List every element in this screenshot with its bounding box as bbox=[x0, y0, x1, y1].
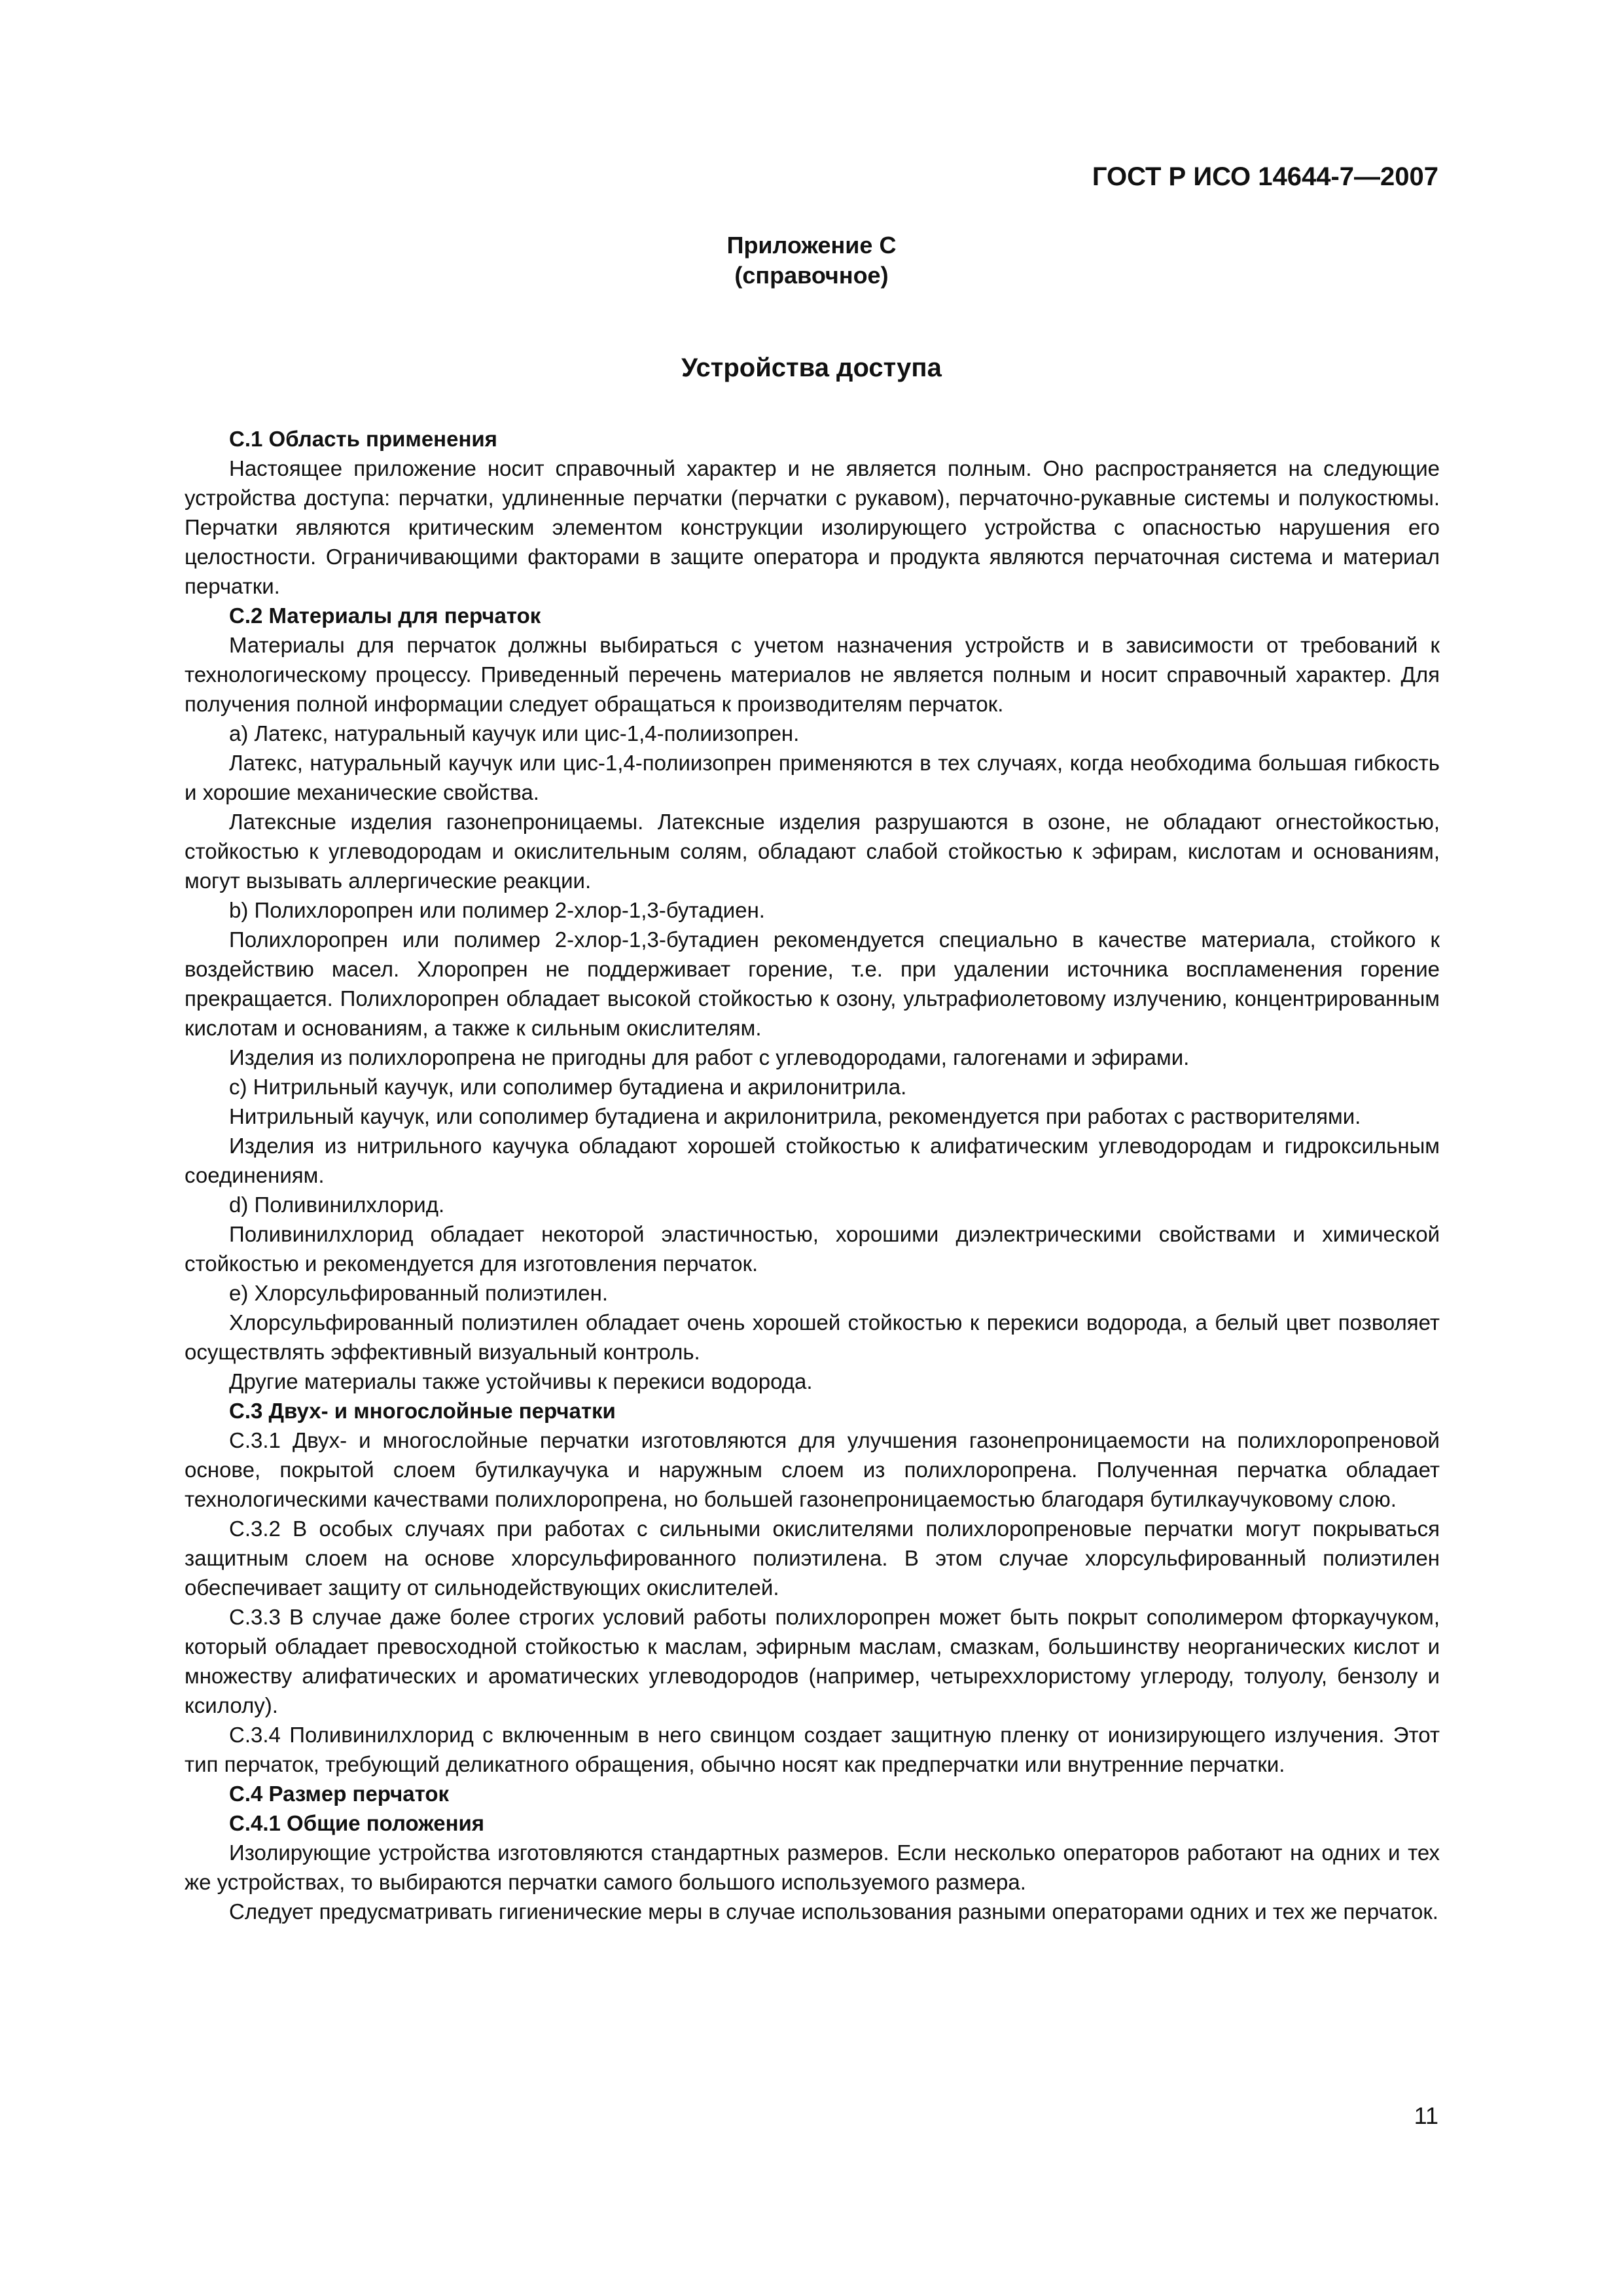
paragraph: Изолирующие устройства изготовляются стандартных размеров. Если несколько операторов работают на одних и тех же устройствах, то выбираются перчатки самого большого используемого размера. bbox=[185, 1840, 1440, 1894]
section-heading: С.1 Область применения bbox=[229, 427, 497, 451]
page-title: Устройства доступа bbox=[681, 353, 942, 382]
paragraph: c) Нитрильный каучук, или сополимер бутадиена и акрилонитрила. bbox=[229, 1075, 907, 1099]
paragraph: Материалы для перчаток должны выбираться с учетом назначения устройств и в зависимости от требований к технологическому процессу. Приведенный перечень материалов не является полным и носит справочный характер. Для получения полной информации следует обращаться к производителям перчаток. bbox=[185, 633, 1440, 716]
section-heading: С.3 Двух- и многослойные перчатки bbox=[229, 1399, 616, 1423]
section-heading: С.4 Размер перчаток bbox=[229, 1782, 450, 1806]
paragraph: Следует предусматривать гигиенические меры в случае использования разными операторами одних и тех же перчаток. bbox=[229, 1899, 1438, 1924]
appendix-label: Приложение С bbox=[726, 232, 897, 259]
paragraph: С.3.1 Двух- и многослойные перчатки изготовляются для улучшения газонепроницаемости на полихлоропреновой основе, покрытой слоем бутилкаучука и наружным слоем из полихлоропрена. Полученная перчатка обладает технологическими качествами полихлоропрена, но большей газонепроницаемостью благодаря бутилкаучуковому слою. bbox=[185, 1428, 1440, 1511]
paragraph: С.3.2 В особых случаях при работах с сильными окислителями полихлоропреновые перчатки могут покрываться защитным слоем на основе хлорсульфированного полиэтилена. В этом случае хлорсульфированный полиэтилен обеспечивает защиту от сильнодействующих окислителей. bbox=[185, 1516, 1440, 1600]
paragraph: Другие материалы также устойчивы к перекиси водорода. bbox=[229, 1369, 813, 1393]
paragraph: Латексные изделия газонепроницаемы. Латексные изделия разрушаются в озоне, не обладают огнестойкостью, стойкостью к углеводородам и окислительным солям, обладают слабой стойкостью к эфирам, кислотам и основаниям, могут вызывать аллергические реакции. bbox=[185, 810, 1440, 893]
paragraph: Изделия из полихлоропрена не пригодны для работ с углеводородами, галогенами и эфирами. bbox=[229, 1045, 1190, 1069]
paragraph: Хлорсульфированный полиэтилен обладает очень хорошей стойкостью к перекиси водорода, а белый цвет позволяет осуществлять эффективный визуальный контроль. bbox=[185, 1310, 1440, 1364]
paragraph: Полихлоропрен или полимер 2-хлор-1,3-бутадиен рекомендуется специально в качестве материала, стойкого к воздействию масел. Хлоропрен не поддерживает горение, т.е. при удалении источника воспламенения горение прекращается. Полихлоропрен обладает высокой стойкостью к озону, ультрафиолетовому излучению, концентрированным кислотам и основаниям, а также к сильным окислителям. bbox=[185, 927, 1440, 1040]
paragraph: a) Латекс, натуральный каучук или цис-1,4-полиизопрен. bbox=[229, 721, 800, 745]
paragraph: Настоящее приложение носит справочный характер и не является полным. Оно распространяется на следующие устройства доступа: перчатки, удлиненные перчатки (перчатки с рукавом), перчаточно-рукавные системы и полукостюмы. Перчатки являются критическим элементом конструкции изолирующего устройства с опасностью нарушения его целостности. Ограничивающими факторами в защите оператора и продукта являются перчаточная система и материал перчатки. bbox=[185, 456, 1440, 598]
page-number: 11 bbox=[1414, 2102, 1438, 2129]
paragraph: С.3.3 В случае даже более строгих условий работы полихлоропрен может быть покрыт сополимером фторкаучуком, который обладает превосходной стойкостью к маслам, эфирным маслам, смазкам, большинству неорганических кислот и множеству алифатических и ароматических углеводородов (например, четыреххлористому углероду, толуолу, бензолу и ксилолу). bbox=[185, 1605, 1440, 1717]
appendix-heading bbox=[0, 230, 1623, 291]
section-heading: С.4.1 Общие положения bbox=[229, 1811, 485, 1835]
paragraph: Нитрильный каучук, или сополимер бутадиена и акрилонитрила, рекомендуется при работах с растворителями. bbox=[229, 1104, 1361, 1128]
document-id: ГОСТ Р ИСО 14644-7—2007 bbox=[1092, 162, 1438, 191]
paragraph: e) Хлорсульфированный полиэтилен. bbox=[229, 1281, 608, 1305]
paragraph: С.3.4 Поливинилхлорид с включенным в него свинцом создает защитную пленку от ионизирующего излучения. Этот тип перчаток, требующий деликатного обращения, обычно носят как предперчатки или внутренние перчатки. bbox=[185, 1723, 1440, 1776]
appendix-type: (справочное) bbox=[734, 262, 889, 289]
paragraph: Латекс, натуральный каучук или цис-1,4-полиизопрен применяются в тех случаях, когда необходима большая гибкость и хорошие механические свойства. bbox=[185, 751, 1440, 804]
paragraph: Изделия из нитрильного каучука обладают хорошей стойкостью к алифатическим углеводородам и гидроксильным соединениям. bbox=[185, 1134, 1440, 1187]
section-heading: С.2 Материалы для перчаток bbox=[229, 603, 541, 628]
paragraph: d) Поливинилхлорид. bbox=[229, 1193, 445, 1217]
paragraph: Поливинилхлорид обладает некоторой эластичностью, хорошими диэлектрическими свойствами и химической стойкостью и рекомендуется для изготовления перчаток. bbox=[185, 1222, 1440, 1276]
document-body bbox=[185, 424, 1440, 1926]
paragraph: b) Полихлоропрен или полимер 2-хлор-1,3-бутадиен. bbox=[229, 898, 765, 922]
